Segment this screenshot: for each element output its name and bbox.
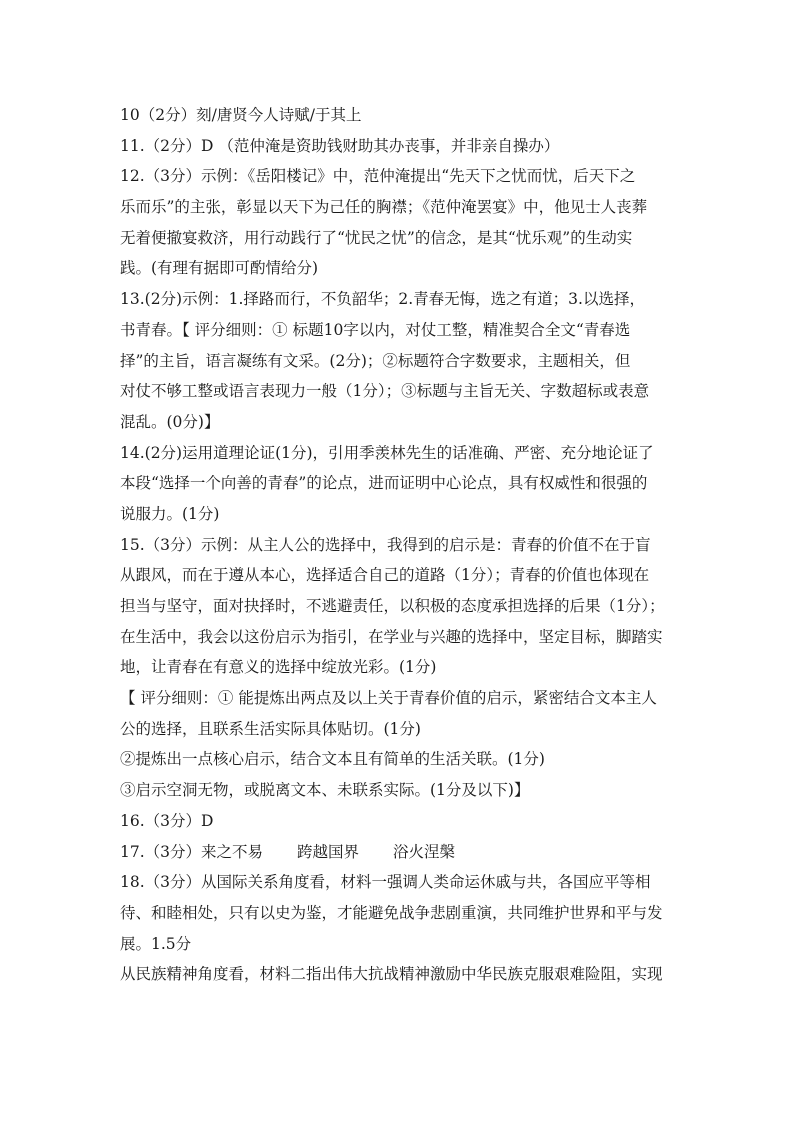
q17-word-3: 浴火涅槃 [393, 842, 456, 861]
text-line-q18: 18.（3分）从国际关系角度看，材料一强调人类命运休戚与共，各国应平等相 [120, 873, 651, 892]
text-line: 待、和睦相处，只有以史为鉴，才能避免战争悲剧重演，共同维护世界和平与发 [120, 903, 663, 922]
text-line: 地，让青春在有意义的选择中绽放光彩。(1分) [120, 658, 437, 677]
text-line: 在生活中，我会以这份启示为指引，在学业与兴趣的选择中，坚定目标，脚踏实 [120, 627, 663, 646]
text-line: 对仗不够工整或语言表现力一般（1分）；③标题与主旨无关、字数超标或表意 [120, 382, 650, 401]
text-line: 书青春。【 评分细则：① 标题10字以内，对仗工整，精准契合全文“青春选 [120, 320, 631, 339]
text-line: 担当与坚守，面对抉择时，不逃避责任，以积极的态度承担选择的后果（1分）； [120, 597, 665, 615]
text-line: 展。1.5分 [120, 934, 192, 953]
text-line: ②提炼出一点核心启示，结合文本且有简单的生活关联。(1分) [120, 750, 545, 769]
text-line-q11: 11.（2分）D （范仲淹是资助钱财助其办丧事，并非亲自操办） [120, 136, 560, 155]
text-line-q17 [120, 837, 680, 868]
text-line: 公的选择，且联系生活实际具体贴切。(1分) [120, 719, 421, 738]
text-line-q14: 14.(2分)运用道理论证(1分)，引用季羡林先生的话准确、严密、充分地论证了 [120, 443, 654, 462]
text-line: ③启示空洞无物，或脱离文本、未联系实际。(1分及以下)】 [120, 781, 530, 800]
q17-word-2: 跨越国界 [297, 842, 360, 861]
text-line: 从民族精神角度看，材料二指出伟大抗战精神激励中华民族克服艰难险阻，实现 [120, 965, 663, 984]
text-line-q16: 16.（3分）D [120, 811, 214, 830]
text-line: 说服力。(1分) [120, 504, 220, 523]
text-line-q13: 13.(2分)示例：1.择路而行，不负韶华；2.青春无悔，选之有道；3.以选择， [120, 290, 645, 309]
text-line-q10: 10（2分）刻/唐贤今人诗赋/于其上 [120, 106, 362, 124]
answer-key-text [120, 100, 680, 990]
text-line: 择”的主旨，语言凝练有文采。(2分)；②标题符合字数要求，主题相关，但 [120, 351, 631, 370]
text-line: 【 评分细则：① 能提炼出两点及以上关于青春价值的启示，紧密结合文本主人 [120, 689, 657, 708]
text-line: 无着便撤宴救济，用行动践行了“忧民之忧”的信念，是其“忧乐观”的生动实 [120, 228, 633, 247]
text-line: 混乱。(0分)】 [120, 412, 220, 431]
text-line-q12: 12.（3分）示例：《岳阳楼记》中，范仲淹提出“先天下之忧而忧，后天下之 [120, 167, 636, 186]
text-line: 从跟风，而在于遵从本心，选择适合自己的道路（1分）；青春的价值也体现在 [120, 566, 650, 585]
text-line: 践。(有理有据即可酌情给分) [120, 259, 319, 278]
text-line-q15: 15.（3分）示例：从主人公的选择中，我得到的启示是：青春的价值不在于盲 [120, 535, 651, 554]
q17-prefix: 17.（3分）来之不易 [120, 842, 264, 861]
text-line: 本段“选择一个向善的青春”的论点，进而证明中心论点，具有权威性和很强的 [120, 474, 648, 493]
text-line: 乐而乐”的主张，彰显以天下为己任的胸襟；《范仲淹罢宴》中，他见士人丧葬 [120, 198, 648, 217]
